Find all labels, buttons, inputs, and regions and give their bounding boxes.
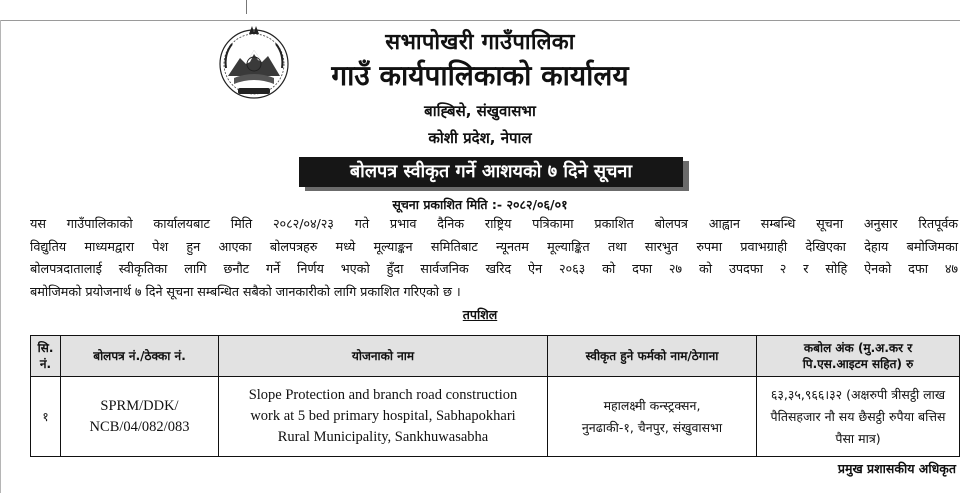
notice-title-banner (299, 157, 687, 189)
frame-tick (246, 0, 247, 14)
published-date: सूचना प्रकाशित मिति :- २०८२/०६/०१ (392, 197, 568, 212)
notice-body (30, 214, 958, 304)
notice-title: बोलपत्र स्वीकृत गर्ने आशयको ७ दिने सूचना (299, 157, 683, 187)
schedule-heading: तपशिल (462, 307, 498, 322)
table-header-row (31, 336, 960, 377)
notice-body-line: विद्युतिय माध्यमद्वारा पेश हुन आएका बोलपत्रहरु मध्ये मूल्याङ्कन समितिबाट न्यूनतम मूल्याङ्कित तथा सारभुत रुपमा प्रवाभग्राही देखिएका देहाय बमोजिमका (30, 239, 958, 255)
notice-body-line: बोलपत्रदातालाई स्वीकृतिका लागि छनौट गर्ने निर्णय भएको हुँदा सार्वजनिक खरिद ऐन २०६३ को दफा २७ को उपदफा २ र सोहि ऐनको दफा ४७ (30, 262, 958, 277)
notice-body-line: बमोजिमको प्रयोजनार्थ ७ दिने सूचना सम्बन्धित सबैको जानकारीको लागि प्रकाशित गरिएको छ । (30, 284, 461, 300)
org-name: सभापोखरी गाउँपालिका (385, 30, 575, 55)
column-header-firm: स्वीकृत हुने फर्मको नाम/ठेगाना (548, 336, 757, 377)
notice-body-line: यस गाउँपालिकाको कार्यालयबाट मिति २०८२/०४/२३ गते प्रभाव दैनिक राष्ट्रिय पत्रिकामा प्रकाशित बोलपत्र आह्वान सम्बन्धि सूचना अनुसार रितपूर्वक (30, 217, 958, 232)
column-header-amount: कबोल अंक (मु.अ.कर र पि.एस.आइटम सहित) रु (757, 336, 960, 377)
column-header-project: योजनाको नाम (219, 336, 548, 377)
office-name: गाउँ कार्यपालिकाको कार्यालय (331, 59, 629, 92)
column-header-bid-no: बोलपत्र नं./ठेक्का नं. (61, 336, 219, 377)
cell-bid-no: SPRM/DDK/ NCB/04/082/083 (61, 377, 219, 457)
column-header-sn: सि. नं. (31, 336, 61, 377)
table-row (31, 377, 960, 457)
cell-sn: १ (31, 377, 61, 457)
cell-project: Slope Protection and branch road construction work at 5 bed primary hospital, Sabhapokhari Rural Municipality, Sankhuwasabha (219, 377, 548, 457)
top-frame (0, 0, 960, 21)
province-name: कोशी प्रदेश, नेपाल (428, 129, 532, 147)
tender-table (30, 335, 960, 457)
cell-amount: ६३,३५,९६६।३२ (अक्षरुपी त्रीसट्ठी लाख पैतिसहजार नौ सय छैसट्ठी रुपैया बत्तिस पैसा मात्र) (757, 377, 960, 457)
office-location: बाह्बिसे, संखुवासभा (424, 102, 536, 120)
cell-firm: महालक्ष्मी कन्स्ट्रक्सन, नुनढाकी-१, चैनपुर, संखुवासभा (548, 377, 757, 457)
signatory-title: प्रमुख प्रशासकीय अधिकृत (837, 461, 956, 476)
